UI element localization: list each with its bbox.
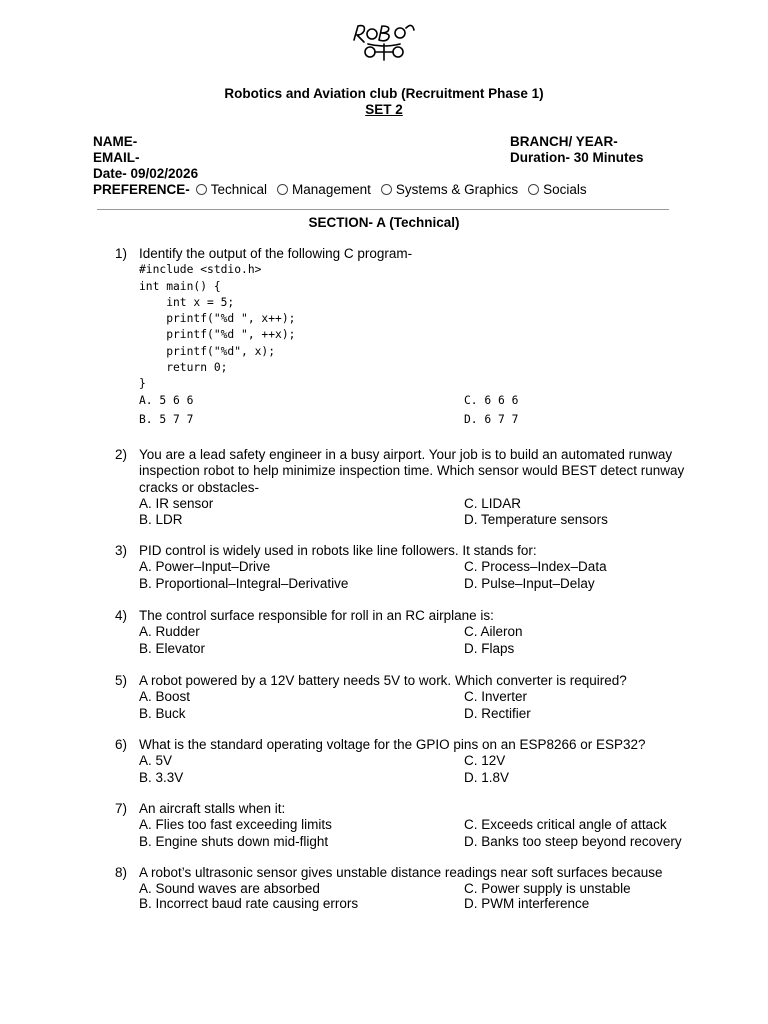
- option-c: C. Aileron: [464, 624, 523, 640]
- question-number: 3): [115, 543, 128, 558]
- duration-label: Duration- 30 Minutes: [510, 150, 644, 165]
- question-3: [115, 543, 685, 592]
- option-b: B. Proportional–Integral–Derivative: [139, 575, 349, 591]
- option-a: A. 5V: [139, 753, 173, 769]
- option-c: C. Power supply is unstable: [464, 881, 631, 897]
- option-a: A. Boost: [139, 689, 191, 705]
- option-d: D. Pulse–Input–Delay: [464, 575, 595, 591]
- code-line: printf("%d", x);: [139, 344, 276, 358]
- answer-options: [139, 689, 685, 722]
- question-5: [115, 673, 685, 722]
- code-line: #include <stdio.h>: [139, 263, 262, 277]
- code-line: printf("%d ", x++);: [139, 312, 296, 326]
- preference-label: PREFERENCE-: [93, 182, 190, 197]
- robo-logo: [348, 18, 420, 64]
- code-line: int main() {: [139, 279, 221, 293]
- option-b: B. Incorrect baud rate causing errors: [139, 895, 359, 911]
- option-b: B. Engine shuts down mid-flight: [139, 833, 329, 849]
- question-number: 7): [115, 801, 128, 816]
- code-line: printf("%d ", ++x);: [139, 328, 296, 342]
- option-c: C. LIDAR: [464, 495, 522, 511]
- option-a: A. 5 6 6: [139, 393, 194, 407]
- option-d: D. Temperature sensors: [464, 512, 608, 528]
- option-a: A. Flies too fast exceeding limits: [139, 817, 332, 833]
- radio-circle-icon[interactable]: [381, 184, 392, 195]
- page-title: Robotics and Aviation club (Recruitment Phase 1): [224, 86, 544, 101]
- question-stem: A robot’s ultrasonic sensor gives unstable distance readings near soft surfaces because: [139, 865, 663, 880]
- question-number: 5): [115, 673, 128, 688]
- option-c: C. 12V: [464, 753, 506, 769]
- divider: [97, 209, 669, 210]
- preference-row: [93, 182, 597, 197]
- radio-circle-icon[interactable]: [277, 184, 288, 195]
- option-a: A. Power–Input–Drive: [139, 559, 271, 575]
- question-stem: An aircraft stalls when it:: [139, 801, 286, 816]
- question-8: [115, 865, 685, 912]
- question-2: [115, 447, 685, 528]
- section-title: SECTION- A (Technical): [308, 215, 460, 230]
- set-label: SET 2: [365, 102, 403, 117]
- option-b: B. Elevator: [139, 640, 206, 656]
- answer-options: [139, 753, 685, 786]
- radio-circle-icon[interactable]: [528, 184, 539, 195]
- question-stem: Identify the output of the following C program-: [139, 246, 413, 261]
- option-d: D. 1.8V: [464, 769, 510, 785]
- question-1: [115, 246, 685, 431]
- radio-circle-icon[interactable]: [196, 184, 207, 195]
- date-label: Date- 09/02/2026: [93, 166, 199, 181]
- option-c: C. Exceeds critical angle of attack: [464, 817, 667, 833]
- option-b: B. Buck: [139, 705, 186, 721]
- option-c: C. Inverter: [464, 689, 528, 705]
- option-d: D. Flaps: [464, 640, 515, 656]
- code-line: return 0;: [139, 361, 228, 375]
- option-b: B. LDR: [139, 512, 183, 528]
- option-d: D. PWM interference: [464, 895, 590, 911]
- question-stem: A robot powered by a 12V battery needs 5V to work. Which converter is required?: [139, 673, 627, 688]
- answer-options: [139, 817, 685, 850]
- answer-options: [139, 881, 685, 912]
- question-stem: You are a lead safety engineer in a busy airport. Your job is to build an automated runway inspection robot to help minimize inspection time. Which sensor would BEST detect runway cracks or obstacles-: [139, 447, 685, 495]
- answer-options: [139, 559, 685, 592]
- option-b: B. 3.3V: [139, 769, 184, 785]
- answer-options: [139, 496, 685, 529]
- question-number: 1): [115, 246, 128, 261]
- preference-option-socials[interactable]: Socials: [528, 182, 587, 197]
- answer-options: [139, 624, 685, 657]
- question-stem: PID control is widely used in robots like line followers. It stands for:: [139, 543, 537, 558]
- question-number: 4): [115, 608, 128, 623]
- email-label: EMAIL-: [93, 150, 140, 165]
- option-c: C. 6 6 6: [464, 393, 519, 407]
- question-stem: The control surface responsible for roll in an RC airplane is:: [139, 608, 494, 623]
- question-6: [115, 737, 685, 786]
- branch-year-label: BRANCH/ YEAR-: [510, 134, 618, 149]
- answer-options: [139, 393, 685, 431]
- name-label: NAME-: [93, 134, 138, 149]
- question-number: 2): [115, 447, 128, 462]
- question-stem: What is the standard operating voltage for the GPIO pins on an ESP8266 or ESP32?: [139, 737, 646, 752]
- option-a: A. Sound waves are absorbed: [139, 881, 320, 897]
- option-a: A. Rudder: [139, 624, 200, 640]
- option-d: D. 6 7 7: [464, 412, 519, 426]
- option-a: A. IR sensor: [139, 495, 214, 511]
- option-b: B. 5 7 7: [139, 412, 194, 426]
- preference-option-systems-graphics[interactable]: Systems & Graphics: [381, 182, 518, 197]
- code-block: [139, 262, 685, 392]
- code-line: int x = 5;: [139, 295, 235, 309]
- option-c: C. Process–Index–Data: [464, 559, 607, 575]
- option-d: D. Rectifier: [464, 705, 531, 721]
- question-number: 8): [115, 865, 128, 880]
- option-d: D. Banks too steep beyond recovery: [464, 833, 682, 849]
- question-7: [115, 801, 685, 850]
- question-4: [115, 608, 685, 657]
- preference-option-management[interactable]: Management: [277, 182, 371, 197]
- question-number: 6): [115, 737, 128, 752]
- code-line: }: [139, 377, 146, 391]
- preference-option-technical[interactable]: Technical: [196, 182, 267, 197]
